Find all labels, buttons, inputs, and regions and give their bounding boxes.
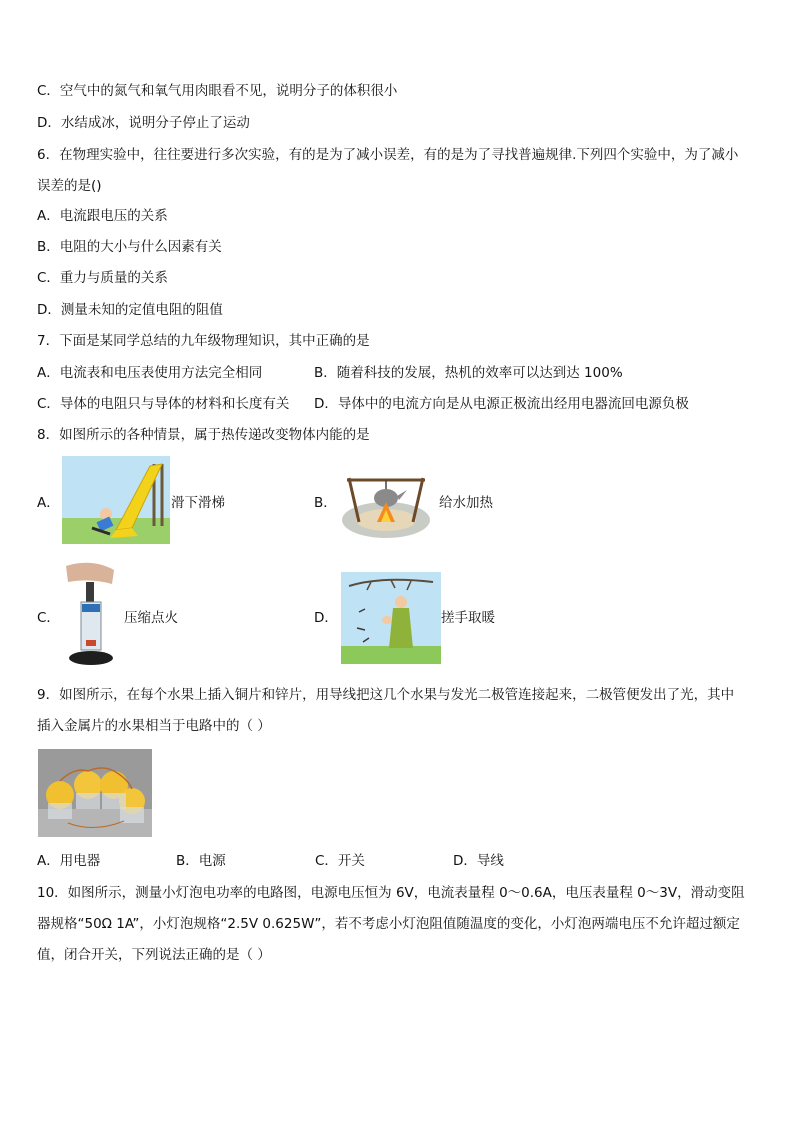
q8-a-caption: 滑下滑梯 [171,495,225,511]
q8-b-letter: B． [314,495,337,511]
q8-c-caption: 压缩点火 [124,610,178,626]
fire-piston-picture [62,560,120,670]
q10-stem-line3: 值，闭合开关，下列说法正确的是（ ） [37,947,271,963]
q5-option-c: C．空气中的氮气和氧气用肉眼看不见，说明分子的体积很小 [37,83,398,99]
q10-stem-line2: 器规格“50Ω 1A”，小灯泡规格“2.5V 0.625W”，若不考虑小灯泡阻值随温度的变化，小灯泡两端电压不允许超过额定 [37,916,740,932]
q9-stem-line2: 插入金属片的水果相当于电路中的（ ） [37,718,271,734]
q6-stem-line1: 6．在物理实验中，往往要进行多次实验，有的是为了减小误差，有的是为了寻找普遍规律.下列四个实验中，为了减小 [37,147,739,163]
q9-stem-line1: 9．如图所示，在每个水果上插入铜片和锌片，用导线把这几个水果与发光二极管连接起来，二极管便发出了光，其中 [37,687,735,703]
kettle-fire-picture [337,456,435,544]
q6-option-d: D．测量未知的定值电阻的阻值 [37,302,223,318]
q7-option-b: B．随着科技的发展，热机的效率可以达到达 100% [314,365,623,381]
q8-stem: 8．如图所示的各种情景，属于热传递改变物体内能的是 [37,427,370,443]
q10-stem-line1: 10．如图所示，测量小灯泡电功率的电路图，电源电压恒为 6V，电流表量程 0～0.6A，电压表量程 0～3V，滑动变阻 [37,885,745,901]
q5-option-d: D．水结成冰，说明分子停止了运动 [37,115,250,131]
q6-option-b: B．电阻的大小与什么因素有关 [37,239,222,255]
q9-option-c: C．开关 [315,853,365,869]
q9-option-a: A．用电器 [37,853,101,869]
q7-option-d: D．导体中的电流方向是从电源正极流出经用电器流回电源负极 [314,396,689,412]
q8-d-letter: D． [314,610,338,626]
q8-a-letter: A． [37,495,60,511]
q7-option-a: A．电流表和电压表使用方法完全相同 [37,365,263,381]
fruit-battery-picture [38,749,152,837]
q6-stem-line2: 误差的是() [37,178,102,194]
q9-option-d: D．导线 [453,853,504,869]
q9-option-b: B．电源 [176,853,226,869]
q8-b-caption: 给水加热 [439,495,493,511]
rubbing-hands-picture [341,572,441,664]
q7-stem: 7．下面是某同学总结的九年级物理知识，其中正确的是 [37,333,370,349]
q7-option-c: C．导体的电阻只与导体的材料和长度有关 [37,396,290,412]
q6-option-a: A．电流跟电压的关系 [37,208,168,224]
slide-picture [62,456,170,544]
q8-d-caption: 搓手取暖 [441,610,495,626]
q8-c-letter: C． [37,610,60,626]
q6-option-c: C．重力与质量的关系 [37,270,168,286]
